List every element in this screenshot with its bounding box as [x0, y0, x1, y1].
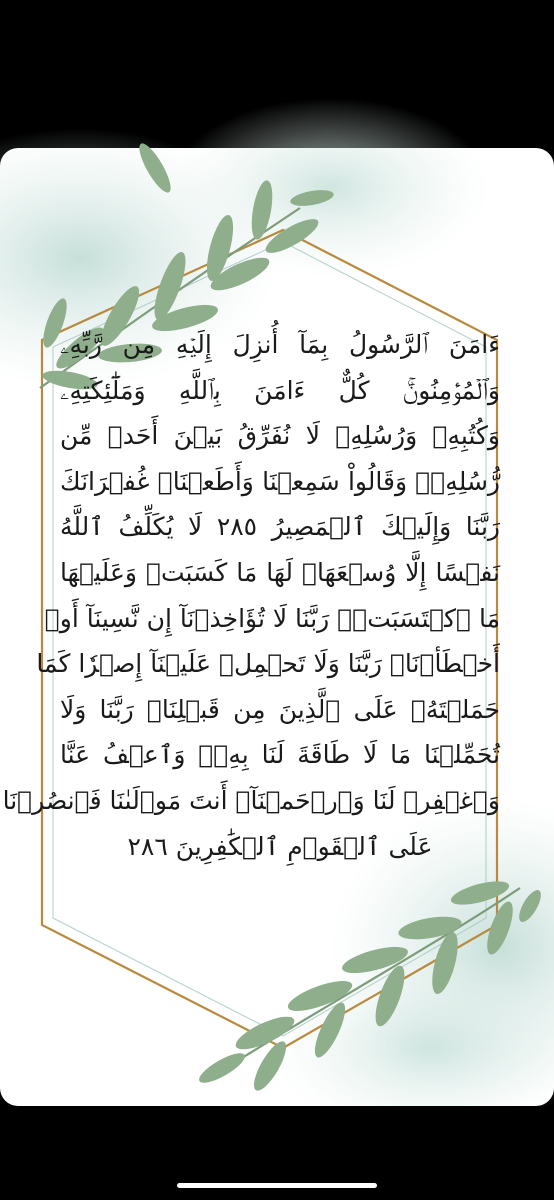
- home-indicator[interactable]: [177, 1183, 377, 1188]
- verse-line: حَمَلۡتَهُۥ عَلَى ٱلَّذِينَ مِن قَبۡلِنَاۚ رَبَّنَا وَلَا: [60, 694, 500, 724]
- verse-line: وَٱلۡمُؤۡمِنُونَۚ كُلٌّ ءَامَنَ بِٱللَّهِ وَمَلَٰٓئِكَتِهِۦ: [60, 375, 500, 405]
- verse-line: وَكُتُبِهِۦ وَرُسُلِهِۦ لَا نُفَرِّقُ بَيۡنَ أَحَدٖ مِّن: [60, 421, 500, 451]
- image-card: [0, 148, 554, 1106]
- verse-line: أَخۡطَأۡنَاۚ رَبَّنَا وَلَا تَحۡمِلۡ عَلَيۡنَآ إِصۡرٗا كَمَا: [36, 649, 500, 679]
- verse-line: نَفۡسًا إِلَّا وُسۡعَهَاۚ لَهَا مَا كَسَبَتۡ وَعَلَيۡهَا: [60, 557, 500, 587]
- verse-line: مَا ٱكۡتَسَبَتۡۗ رَبَّنَا لَا تُؤَاخِذۡنَآ إِن نَّسِينَآ أَوۡ: [44, 603, 500, 633]
- verse-line: رُّسُلِهِۦۚ وَقَالُواْ سَمِعۡنَا وَأَطَعۡنَاۖ غُفۡرَانَكَ: [60, 466, 500, 496]
- verse-line: وَٱغۡفِرۡ لَنَا وَٱرۡحَمۡنَآۚ أَنتَ مَوۡلَىٰنَا فَٱنصُرۡنَا: [2, 785, 500, 815]
- verse-line: رَبَّنَا وَإِلَيۡكَ ٱلۡمَصِيرُ ٢٨٥ لَا يُكَلِّفُ ٱللَّهُ: [60, 512, 500, 542]
- verse-line: تُحَمِّلۡنَا مَا لَا طَاقَةَ لَنَا بِهِۦۖ وَٱعۡفُ عَنَّا: [60, 740, 500, 770]
- quran-verses: [2, 322, 500, 869]
- verse-line-final: عَلَى ٱلۡقَوۡمِ ٱلۡكَٰفِرِينَ ٢٨٦: [127, 831, 433, 861]
- verse-line: ءَامَنَ ٱلرَّسُولُ بِمَآ أُنزِلَ إِلَيۡهِ مِن رَّبِّهِۦ: [60, 330, 500, 359]
